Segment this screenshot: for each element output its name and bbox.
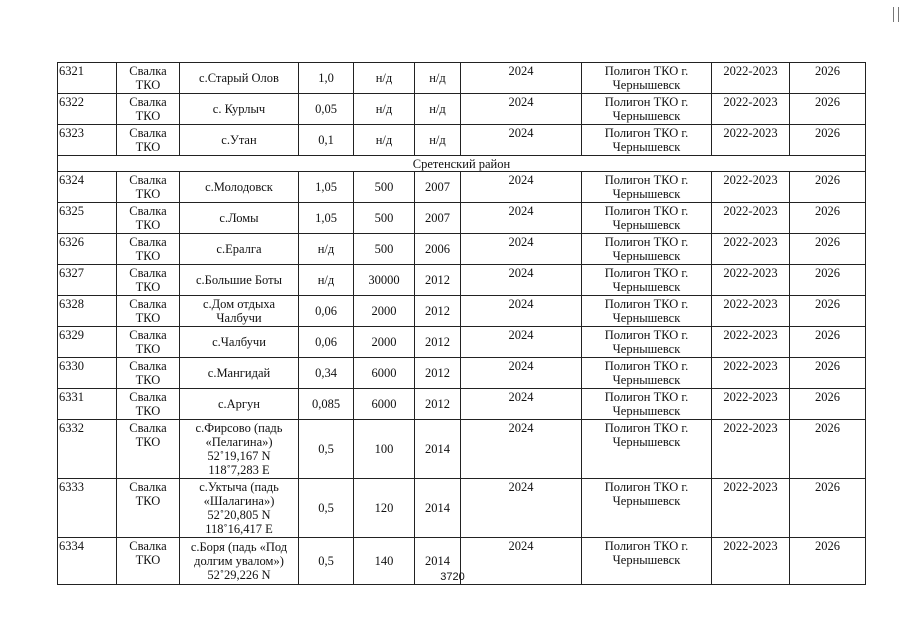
cell-location: с.Большие Боты <box>180 265 299 296</box>
cell-period: 2022-2023 <box>712 538 790 585</box>
cell-year: 2012 <box>415 358 461 389</box>
cell-location: с.Ералга <box>180 234 299 265</box>
cell-year: 2012 <box>415 327 461 358</box>
cell-period: 2022-2023 <box>712 63 790 94</box>
cell-period: 2022-2023 <box>712 327 790 358</box>
cell-volume: н/д <box>354 63 415 94</box>
cell-area: н/д <box>299 265 354 296</box>
cell-year: н/д <box>415 125 461 156</box>
cell-destination: Полигон ТКО г. Чернышевск <box>582 327 712 358</box>
cell-id: 6331 <box>58 389 117 420</box>
cell-volume: 2000 <box>354 327 415 358</box>
cell-volume: н/д <box>354 125 415 156</box>
cell-destination: Полигон ТКО г. Чернышевск <box>582 358 712 389</box>
cell-destination: Полигон ТКО г. Чернышевск <box>582 94 712 125</box>
cell-id: 6327 <box>58 265 117 296</box>
cell-destination: Полигон ТКО г. Чернышевск <box>582 479 712 538</box>
cell-id: 6322 <box>58 94 117 125</box>
dump-registry-table <box>57 62 866 585</box>
cell-period: 2022-2023 <box>712 389 790 420</box>
cell-object-type: Свалка ТКО <box>117 389 180 420</box>
cell-period: 2022-2023 <box>712 420 790 479</box>
cell-plan-year: 2024 <box>461 63 582 94</box>
cell-volume: 30000 <box>354 265 415 296</box>
cell-destination: Полигон ТКО г. Чернышевск <box>582 203 712 234</box>
cell-area: 1,05 <box>299 203 354 234</box>
cell-area: 1,05 <box>299 172 354 203</box>
cell-object-type: Свалка ТКО <box>117 538 180 585</box>
cell-area: 0,5 <box>299 420 354 479</box>
page-corner-mark <box>893 7 899 22</box>
cell-period: 2022-2023 <box>712 94 790 125</box>
cell-end-year: 2026 <box>790 203 866 234</box>
table-row <box>58 94 866 125</box>
cell-object-type: Свалка ТКО <box>117 358 180 389</box>
cell-volume: 6000 <box>354 389 415 420</box>
cell-id: 6328 <box>58 296 117 327</box>
district-header-row <box>58 156 866 172</box>
cell-object-type: Свалка ТКО <box>117 234 180 265</box>
cell-period: 2022-2023 <box>712 265 790 296</box>
cell-end-year: 2026 <box>790 389 866 420</box>
cell-area: н/д <box>299 234 354 265</box>
cell-period: 2022-2023 <box>712 234 790 265</box>
cell-area: 1,0 <box>299 63 354 94</box>
cell-end-year: 2026 <box>790 63 866 94</box>
cell-end-year: 2026 <box>790 358 866 389</box>
cell-location: с.Старый Олов <box>180 63 299 94</box>
cell-end-year: 2026 <box>790 296 866 327</box>
cell-plan-year: 2024 <box>461 125 582 156</box>
cell-area: 0,1 <box>299 125 354 156</box>
cell-area: 0,05 <box>299 94 354 125</box>
cell-volume: 500 <box>354 203 415 234</box>
cell-period: 2022-2023 <box>712 125 790 156</box>
cell-id: 6321 <box>58 63 117 94</box>
cell-end-year: 2026 <box>790 538 866 585</box>
cell-year: н/д <box>415 94 461 125</box>
cell-plan-year: 2024 <box>461 203 582 234</box>
cell-id: 6330 <box>58 358 117 389</box>
cell-volume: 2000 <box>354 296 415 327</box>
cell-volume: 140 <box>354 538 415 585</box>
cell-plan-year: 2024 <box>461 479 582 538</box>
cell-area: 0,06 <box>299 327 354 358</box>
cell-object-type: Свалка ТКО <box>117 94 180 125</box>
cell-plan-year: 2024 <box>461 538 582 585</box>
cell-object-type: Свалка ТКО <box>117 265 180 296</box>
cell-id: 6325 <box>58 203 117 234</box>
cell-volume: 500 <box>354 234 415 265</box>
cell-object-type: Свалка ТКО <box>117 125 180 156</box>
cell-period: 2022-2023 <box>712 479 790 538</box>
cell-id: 6334 <box>58 538 117 585</box>
cell-volume: 100 <box>354 420 415 479</box>
table-row <box>58 296 866 327</box>
cell-period: 2022-2023 <box>712 203 790 234</box>
cell-location: с.Ломы <box>180 203 299 234</box>
cell-location: с.Уктыча (падь «Шалагина») 52˚20,805 N 118˚16,417 E <box>180 479 299 538</box>
cell-id: 6324 <box>58 172 117 203</box>
registry-body <box>58 63 866 585</box>
cell-destination: Полигон ТКО г. Чернышевск <box>582 125 712 156</box>
table-row <box>58 125 866 156</box>
cell-year: н/д <box>415 63 461 94</box>
cell-volume: 6000 <box>354 358 415 389</box>
cell-area: 0,085 <box>299 389 354 420</box>
cell-location: с.Мангидай <box>180 358 299 389</box>
table-row <box>58 358 866 389</box>
cell-id: 6326 <box>58 234 117 265</box>
cell-object-type: Свалка ТКО <box>117 479 180 538</box>
cell-end-year: 2026 <box>790 125 866 156</box>
cell-year: 2006 <box>415 234 461 265</box>
cell-location: с.Утан <box>180 125 299 156</box>
cell-volume: н/д <box>354 94 415 125</box>
cell-destination: Полигон ТКО г. Чернышевск <box>582 234 712 265</box>
cell-object-type: Свалка ТКО <box>117 172 180 203</box>
cell-period: 2022-2023 <box>712 358 790 389</box>
cell-object-type: Свалка ТКО <box>117 63 180 94</box>
table-row <box>58 265 866 296</box>
cell-end-year: 2026 <box>790 479 866 538</box>
cell-area: 0,5 <box>299 538 354 585</box>
cell-period: 2022-2023 <box>712 296 790 327</box>
table-row <box>58 389 866 420</box>
cell-location: с. Курлыч <box>180 94 299 125</box>
cell-year: 2014 <box>415 420 461 479</box>
table-row <box>58 420 866 479</box>
cell-destination: Полигон ТКО г. Чернышевск <box>582 420 712 479</box>
cell-destination: Полигон ТКО г. Чернышевск <box>582 265 712 296</box>
cell-year: 2007 <box>415 203 461 234</box>
cell-id: 6323 <box>58 125 117 156</box>
cell-destination: Полигон ТКО г. Чернышевск <box>582 389 712 420</box>
cell-destination: Полигон ТКО г. Чернышевск <box>582 63 712 94</box>
cell-plan-year: 2024 <box>461 265 582 296</box>
cell-end-year: 2026 <box>790 265 866 296</box>
table-row <box>58 234 866 265</box>
cell-location: с.Аргун <box>180 389 299 420</box>
cell-volume: 120 <box>354 479 415 538</box>
cell-location: с.Чалбучи <box>180 327 299 358</box>
table-row <box>58 203 866 234</box>
table-row <box>58 172 866 203</box>
cell-end-year: 2026 <box>790 420 866 479</box>
cell-plan-year: 2024 <box>461 234 582 265</box>
cell-end-year: 2026 <box>790 234 866 265</box>
cell-object-type: Свалка ТКО <box>117 296 180 327</box>
cell-plan-year: 2024 <box>461 94 582 125</box>
cell-plan-year: 2024 <box>461 389 582 420</box>
cell-location: с.Дом отдыха Чалбучи <box>180 296 299 327</box>
cell-year: 2012 <box>415 389 461 420</box>
cell-location: с.Молодовск <box>180 172 299 203</box>
district-title: Сретенский район <box>58 156 866 172</box>
cell-year: 2007 <box>415 172 461 203</box>
table-row <box>58 479 866 538</box>
cell-year: 2012 <box>415 265 461 296</box>
cell-destination: Полигон ТКО г. Чернышевск <box>582 538 712 585</box>
cell-end-year: 2026 <box>790 327 866 358</box>
cell-object-type: Свалка ТКО <box>117 327 180 358</box>
cell-id: 6329 <box>58 327 117 358</box>
cell-period: 2022-2023 <box>712 172 790 203</box>
cell-end-year: 2026 <box>790 94 866 125</box>
cell-plan-year: 2024 <box>461 420 582 479</box>
cell-plan-year: 2024 <box>461 358 582 389</box>
cell-location: с.Фирсово (падь «Пелагина») 52˚19,167 N 118˚7,283 E <box>180 420 299 479</box>
table-row <box>58 63 866 94</box>
cell-end-year: 2026 <box>790 172 866 203</box>
cell-object-type: Свалка ТКО <box>117 203 180 234</box>
table-row <box>58 327 866 358</box>
page-number: 3720 <box>440 571 465 583</box>
cell-plan-year: 2024 <box>461 296 582 327</box>
cell-area: 0,06 <box>299 296 354 327</box>
cell-destination: Полигон ТКО г. Чернышевск <box>582 172 712 203</box>
cell-id: 6333 <box>58 479 117 538</box>
cell-year: 2014 <box>415 538 461 585</box>
cell-plan-year: 2024 <box>461 172 582 203</box>
cell-location: с.Боря (падь «Под долгим увалом») 52˚29,226 N <box>180 538 299 585</box>
cell-volume: 500 <box>354 172 415 203</box>
cell-plan-year: 2024 <box>461 327 582 358</box>
cell-area: 0,34 <box>299 358 354 389</box>
cell-area: 0,5 <box>299 479 354 538</box>
cell-year: 2014 <box>415 479 461 538</box>
cell-object-type: Свалка ТКО <box>117 420 180 479</box>
cell-destination: Полигон ТКО г. Чернышевск <box>582 296 712 327</box>
cell-id: 6332 <box>58 420 117 479</box>
cell-year: 2012 <box>415 296 461 327</box>
